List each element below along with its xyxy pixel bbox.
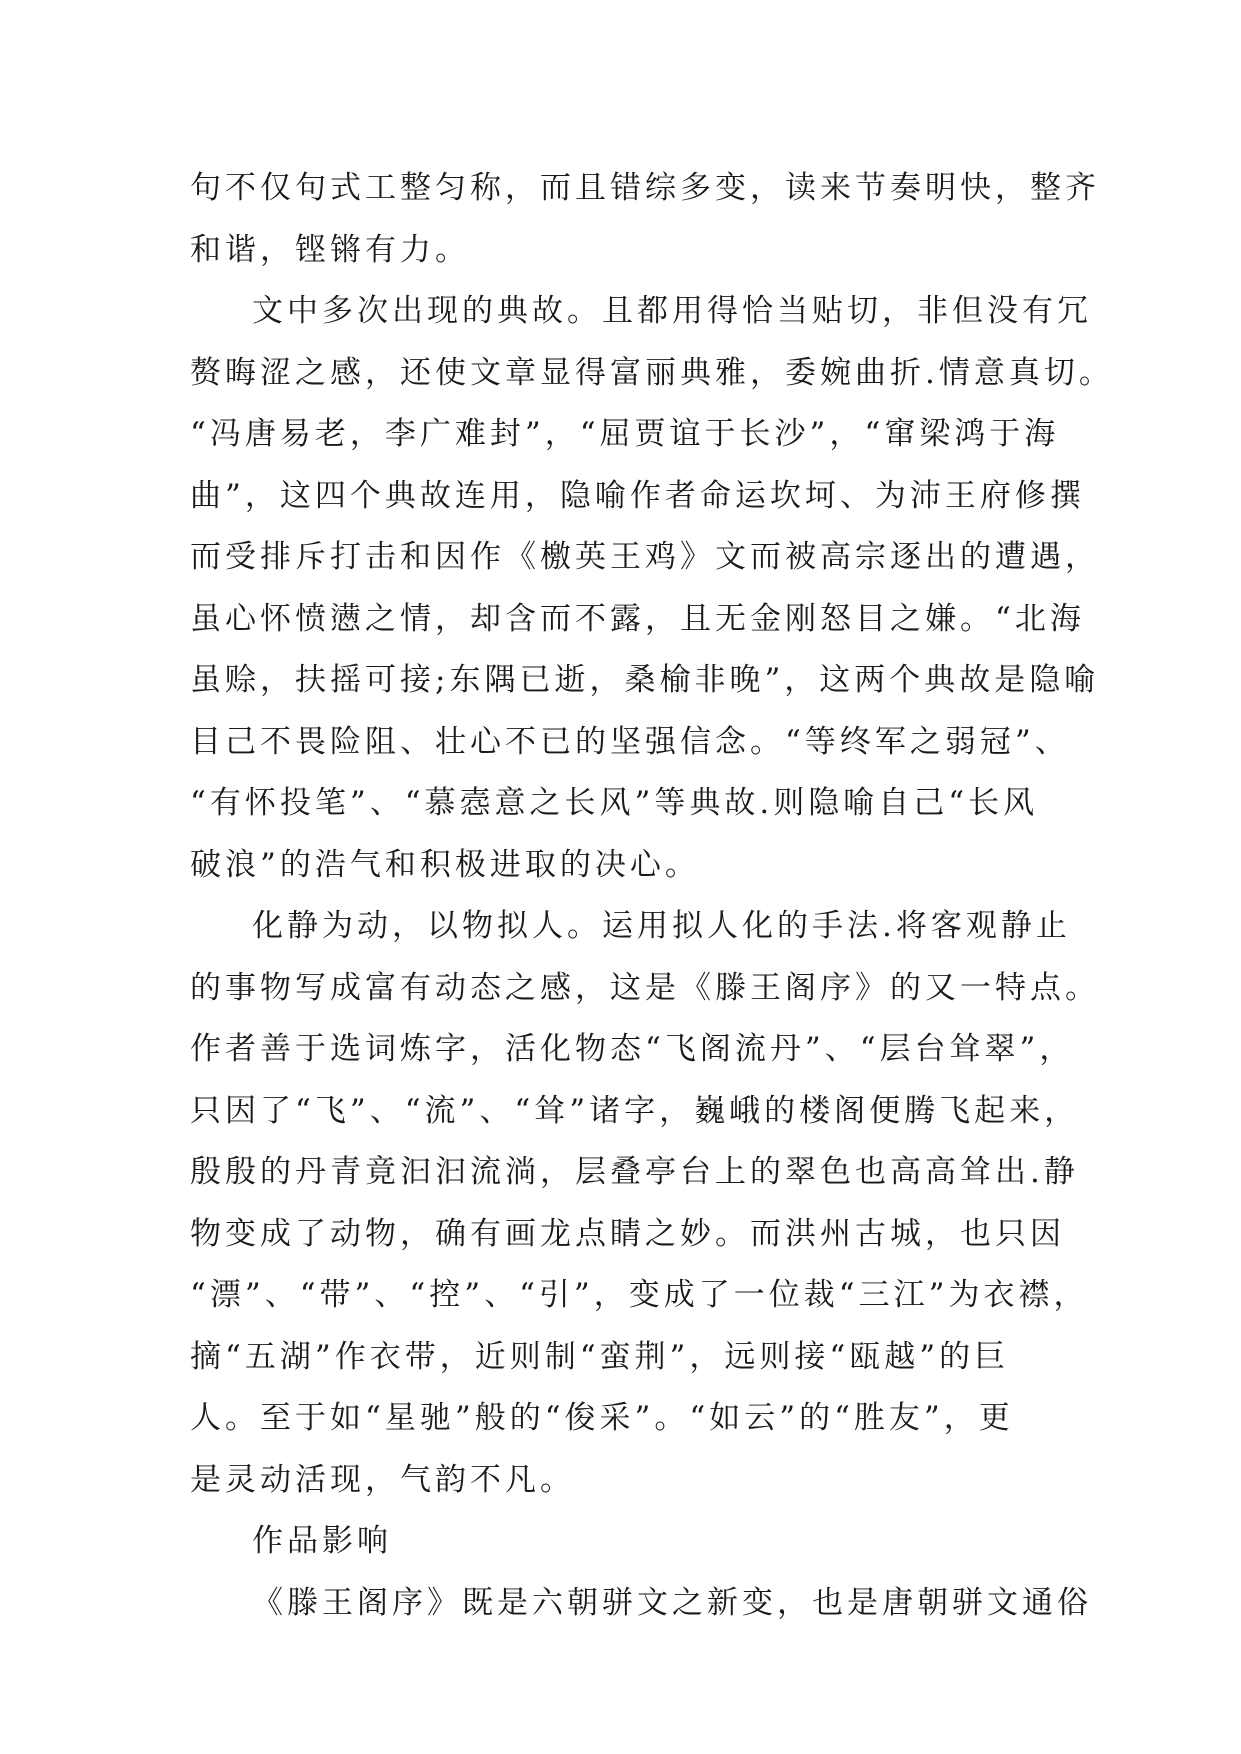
section-heading: 作品影响 (252, 1523, 392, 1559)
text-line: 虽赊，扶摇可接;东隅已逝，桑榆非晚”，这两个典故是隐喻 (190, 662, 1100, 698)
text-line: 曲”，这四个典故连用，隐喻作者命运坎坷、为沛王府修撰 (190, 477, 1085, 514)
text-line: “漂”、“带”、“控”、“引”，变成了一位裁“三江”为衣襟， (190, 1277, 1089, 1313)
text-line: 虽心怀愤懑之情，却含而不露，且无金刚怒目之嫌。“北海 (190, 600, 1085, 637)
text-line: 破浪”的浩气和积极进取的决心。 (190, 846, 700, 883)
text-line: 摘“五湖”作衣带，近则制“蛮荆”，远则接“瓯越”的巨 (190, 1338, 1010, 1375)
text-line: 人。至于如“星驰”般的“俊采”。“如云”的“胜友”，更 (190, 1400, 1014, 1436)
text-line: 殷殷的丹青竟汩汩流淌，层叠亭台上的翠色也高高耸出.静 (190, 1154, 1079, 1190)
text-line: 是灵动活现，气韵不凡。 (190, 1461, 575, 1498)
text-line: 物变成了动物，确有画龙点睛之妙。而洪州古城，也只因 (190, 1215, 1065, 1252)
text-line: 赘晦涩之感，还使文章显得富丽典雅，委婉曲折.情意真切。 (190, 354, 1114, 391)
paragraph-start-line: 文中多次出现的典故。且都用得恰当贴切，非但没有冗 (252, 293, 1092, 329)
text-line: 的事物写成富有动态之感，这是《滕王阁序》的又一特点。 (190, 969, 1100, 1006)
paragraph-start-line: 《滕王阁序》既是六朝骈文之新变，也是唐朝骈文通俗 (252, 1584, 1092, 1621)
text-line: 作者善于选词炼字，活化物态“飞阁流丹”、“层台耸翠”， (190, 1031, 1075, 1067)
text-line: 目己不畏险阻、壮心不已的坚强信念。“等终军之弱冠”、 (190, 723, 1070, 760)
text-line: “有怀投笔”、“慕悫意之长风”等典故.则隐喻自己“长风 (190, 785, 1039, 821)
text-line: 和谐，铿锵有力。 (190, 231, 470, 268)
text-line: “冯唐易老，李广难封”，“屈贾谊于长沙”，“窜梁鸿于海 (190, 416, 1060, 452)
paragraph-start-line: 化静为动，以物拟人。运用拟人化的手法.将客观静止 (252, 908, 1071, 944)
body-text (190, 158, 1114, 1634)
text-line: 而受排斥打击和因作《檄英王鸡》文而被高宗逐出的遭遇， (190, 539, 1100, 575)
text-line: 句不仅句式工整匀称，而且错综多变，读来节奏明快，整齐 (190, 170, 1100, 206)
text-line: 只因了“飞”、“流”、“耸”诸字，巍峨的楼阁便腾飞起来， (190, 1092, 1080, 1129)
